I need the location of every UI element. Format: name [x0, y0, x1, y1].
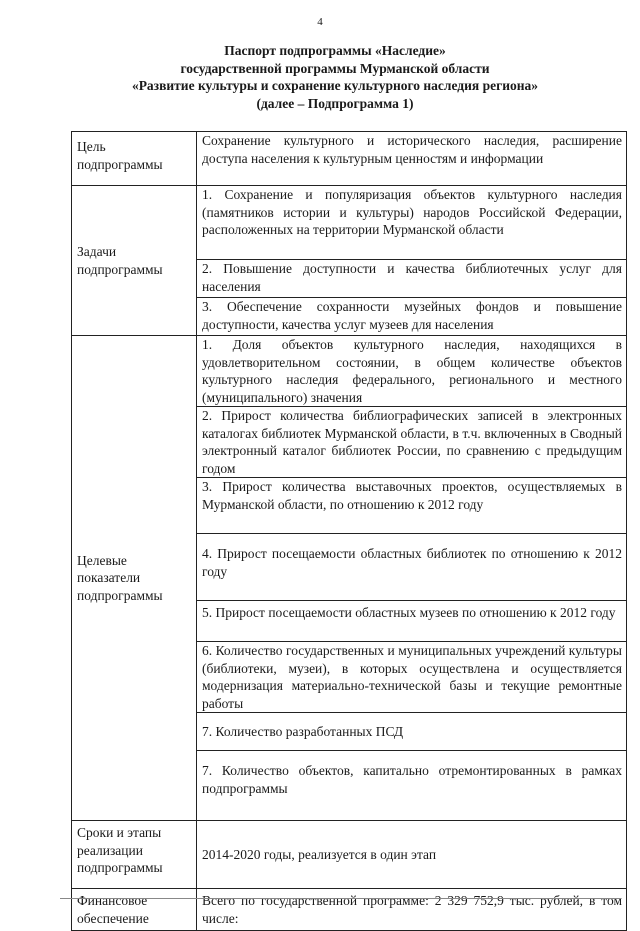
goal-label: Цель подпрограммы	[72, 132, 197, 186]
title-line-3: «Развитие культуры и сохранение культурного наследия региона»	[131, 78, 539, 93]
indicator-item-1: 1. Доля объектов культурного наследия, находящихся в удовлетворительном состоянии, в общем количестве объектов культурного наследия федерального, регионального и местного (муниципального) значения	[197, 336, 627, 407]
indicator-item-4: 4. Прирост посещаемости областных библиотек по отношению к 2012 году	[197, 534, 627, 601]
indicator-item-7: 7. Количество разработанных ПСД	[197, 713, 627, 751]
document-title	[60, 42, 610, 112]
task-row	[72, 186, 627, 260]
indicators-label: Целевые показатели подпрограммы	[72, 336, 197, 821]
terms-label: Сроки и этапы реализации подпрограммы	[72, 821, 197, 889]
title-line-1: Паспорт подпрограммы «Наследие»	[224, 43, 446, 58]
finance-value: Всего по государственной программе: 2 329 752,9 тыс. рублей, в том числе:	[197, 889, 627, 931]
goal-value	[197, 132, 627, 186]
page-number: 4	[317, 16, 323, 28]
tasks-label: Задачи подпрограммы	[72, 186, 197, 336]
goal-text: Сохранение культурного и исторического наследия, расширение доступа населения к культурным ценностям и информации	[202, 133, 622, 166]
finance-row	[72, 889, 627, 931]
task-item-3: 3. Обеспечение сохранности музейных фондов и повышение доступности, качества услуг музеев для населения	[197, 298, 627, 336]
finance-label: Финансовое обеспечение	[72, 889, 197, 931]
indicator-row	[72, 336, 627, 407]
indicator-item-2: 2. Прирост количества библиографических записей в электронных каталогах библиотек Мурманской области, в т.ч. включенных в Сводный электронный каталог библиотек России, по сравнению с предыдущим годом	[197, 407, 627, 478]
terms-value: 2014-2020 годы, реализуется в один этап	[197, 821, 627, 889]
goal-row	[72, 132, 627, 186]
page-bottom-divider	[60, 898, 620, 899]
title-line-4: (далее – Подпрограмма 1)	[256, 95, 414, 111]
task-item-2: 2. Повышение доступности и качества библиотечных услуг для населения	[197, 260, 627, 298]
task-item-1: 1. Сохранение и популяризация объектов культурного наследия (памятников истории и культуры) народов Российской Федерации, расположенных на территории Мурманской области	[197, 186, 627, 260]
passport-table	[71, 131, 627, 931]
indicator-item-3: 3. Прирост количества выставочных проектов, осуществляемых в Мурманской области, по отношению к 2012 году	[197, 478, 627, 534]
title-line-2: государственной программы Мурманской области	[180, 60, 490, 76]
terms-row	[72, 821, 627, 889]
indicator-item-5: 5. Прирост посещаемости областных музеев по отношению к 2012 году	[197, 601, 627, 642]
indicator-item-8: 7. Количество объектов, капитально отремонтированных в рамках подпрограммы	[197, 751, 627, 821]
indicator-item-6: 6. Количество государственных и муниципальных учреждений культуры (библиотеки, музеи), в которых осуществлена и осуществляется модернизация материально-технической базы и текущие ремонтные работы	[197, 642, 627, 713]
